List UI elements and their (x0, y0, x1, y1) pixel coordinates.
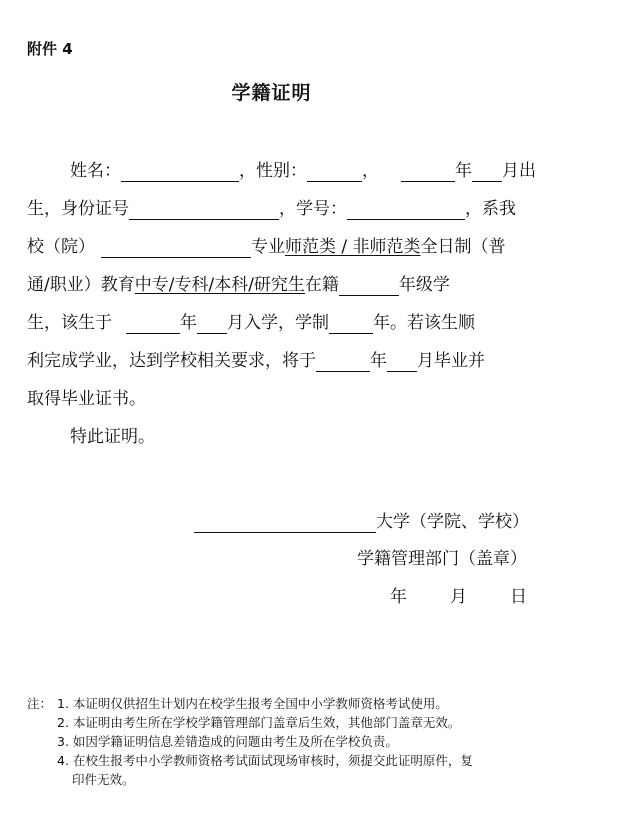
note-item (27, 694, 607, 713)
grade-blank (339, 273, 399, 296)
certificate-body (27, 152, 587, 456)
enroll-date-label: 生，该生于 (27, 313, 112, 333)
signature-date (390, 582, 527, 607)
major-blank (101, 235, 251, 258)
birth-month-label: 月出 (502, 161, 536, 181)
completion-condition: 年。若该生顺 (373, 313, 475, 333)
normal-type-options: 师范类 / 非师范类 (285, 237, 421, 257)
note-item (27, 732, 607, 751)
comma: ， (362, 161, 379, 181)
note-text-continuation: 印件无效。 (72, 772, 135, 787)
note-item (27, 713, 607, 732)
education-label: 通/职业）教育 (27, 275, 135, 295)
body-line-8 (27, 418, 587, 456)
gender-label: ，性别： (239, 161, 307, 181)
graduation-month-blank (387, 349, 417, 372)
body-line-5 (27, 304, 587, 342)
note-item (27, 751, 607, 770)
degree-level-options: 中专/专科/本科/研究生 (134, 275, 305, 295)
graduation-month-label: 月毕业并 (417, 351, 485, 371)
body-line-3 (27, 228, 587, 266)
name-blank (121, 159, 239, 182)
certification-statement: 特此证明。 (70, 427, 155, 447)
note-text: 3. 如因学籍证明信息差错造成的问题由考生及所在学校负责。 (57, 734, 398, 749)
birth-year-label: 年 (455, 161, 472, 181)
notes-section (27, 694, 607, 789)
school-label: 校（院） (27, 237, 95, 257)
note-text: 1. 本证明仅供招生计划内在校学生报考全国中小学教师资格考试使用。 (57, 696, 448, 711)
birth-year-blank (401, 159, 455, 182)
university-label: 大学（学院、学校） (376, 512, 529, 532)
department-label: ，系我 (465, 199, 516, 219)
id-number-blank (129, 197, 279, 220)
study-length-blank (329, 311, 373, 334)
id-number-label: 生，身份证号 (27, 199, 129, 219)
name-label: 姓名： (70, 161, 121, 181)
date-month-label: 月 (450, 587, 467, 607)
enrolled-label: 在籍 (304, 275, 339, 295)
student-number-blank (347, 197, 465, 220)
enroll-year-label: 年 (180, 313, 197, 333)
birth-month-blank (472, 159, 502, 182)
study-length-label: 月入学，学制 (227, 313, 329, 333)
signature-department: 学籍管理部门（盖章） (357, 549, 527, 569)
enroll-month-blank (197, 311, 227, 334)
date-day-label: 日 (510, 587, 527, 607)
body-line-4 (27, 266, 587, 304)
diploma-text: 取得毕业证书。 (27, 389, 146, 409)
university-name-blank (194, 510, 376, 533)
fulltime-label: 全日制（普 (420, 237, 506, 257)
graduation-year-blank (316, 349, 370, 372)
notes-prefix: 注： (27, 696, 53, 711)
graduation-year-label: 年 (370, 351, 387, 371)
body-line-7 (27, 380, 587, 418)
student-number-label: ，学号： (279, 199, 347, 219)
enroll-year-blank (126, 311, 180, 334)
note-text: 2. 本证明由考生所在学校学籍管理部门盖章后生效，其他部门盖章无效。 (57, 715, 461, 730)
body-line-2 (27, 190, 587, 228)
note-text: 4. 在校生报考中小学教师资格考试面试现场审核时，须提交此证明原件，复 (57, 753, 473, 768)
document-title: 学籍证明 (231, 82, 312, 104)
body-line-6 (27, 342, 587, 380)
signature-university (194, 507, 529, 533)
major-label: 专业 (251, 237, 285, 257)
grade-label: 年级学 (398, 275, 450, 295)
attachment-label: 附件 4 (27, 40, 73, 58)
gender-blank (307, 159, 362, 182)
body-line-1 (27, 152, 587, 190)
graduation-text: 利完成学业，达到学校相关要求，将于 (27, 351, 316, 371)
date-year-label: 年 (390, 587, 407, 607)
